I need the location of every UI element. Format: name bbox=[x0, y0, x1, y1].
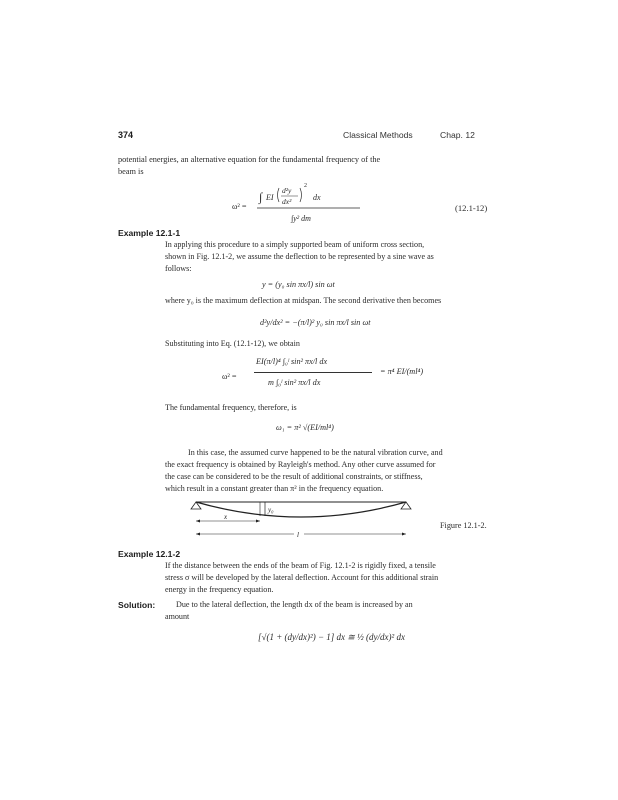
x-arrow-left bbox=[196, 520, 200, 523]
label-x: x bbox=[224, 513, 228, 521]
chapter-label: Chap. 12 bbox=[440, 130, 475, 140]
example-12-1-1-title: Example 12.1-1 bbox=[118, 228, 181, 238]
eq-denominator: ∫y² dm bbox=[291, 214, 311, 223]
l-arrow-left bbox=[196, 533, 200, 536]
ex1-para2-line2: the exact frequency is obtained by Rayleigh's method. Any other curve assumed for bbox=[165, 460, 436, 469]
eq-tag-12-1-12: (12.1-12) bbox=[455, 203, 488, 213]
solution-label: Solution: bbox=[118, 600, 156, 610]
running-title: Classical Methods bbox=[343, 130, 413, 140]
eq-omega-lhs: ω² = bbox=[222, 372, 237, 381]
ex1-subst-text: Substituting into Eq. (12.1-12), we obtain bbox=[165, 339, 300, 348]
solution-line2: amount bbox=[165, 612, 190, 621]
eq-omega-fraction-bar bbox=[254, 372, 372, 373]
l-arrow-right bbox=[402, 533, 406, 536]
eq-omega-rhs: = π⁴ EI/(ml⁴) bbox=[380, 367, 424, 376]
eq-paren-left bbox=[278, 188, 280, 202]
eq-second-derivative: d²y/dx² = −(π/l)² y₀ sin πx/l sin ωt bbox=[260, 318, 371, 327]
ex1-fundamental-text: The fundamental frequency, therefore, is bbox=[165, 403, 297, 412]
eq-fraction-svg bbox=[255, 178, 365, 230]
eq-num-dx2: dx² bbox=[282, 197, 292, 206]
example-12-1-2-title: Example 12.1-2 bbox=[118, 549, 181, 559]
ex1-para2-line3: the case can be considered to be the result of additional constraints, or stiffness, bbox=[165, 472, 423, 481]
eq-deflection-y: y = (y₀ sin πx/l) sin ωt bbox=[262, 280, 335, 289]
figure-caption: Figure 12.1-2. bbox=[440, 521, 487, 530]
eq-integral-sign: ∫ bbox=[259, 190, 263, 204]
page-number: 374 bbox=[118, 130, 134, 140]
solution-line1: Due to the lateral deflection, the length dx of the beam is increased by an bbox=[176, 600, 413, 609]
ex2-para1-line2: stress σ will be developed by the lateral deflection. Account for this additional strain bbox=[165, 573, 439, 582]
eq-num-exponent: 2 bbox=[304, 183, 307, 189]
eq-num-d2y: d²y bbox=[282, 186, 292, 195]
ex1-para2-line1: In this case, the assumed curve happened to be the natural vibration curve, and bbox=[188, 448, 443, 457]
ex1-para2-line4: which result in a constant greater than π² in the frequency equation. bbox=[165, 484, 384, 493]
eq-lhs: ω² = bbox=[232, 202, 247, 211]
ex1-para1-line2: shown in Fig. 12.1-2, we assume the deflection to be represented by a sine wave as bbox=[165, 252, 434, 261]
label-y0: y₀ bbox=[268, 506, 274, 514]
ex1-para1-line3: follows: bbox=[165, 264, 192, 273]
eq-paren-right bbox=[300, 188, 302, 202]
l-label-gap bbox=[294, 530, 304, 538]
figure-12-1-2-diagram bbox=[186, 494, 426, 546]
eq-omega-numerator: EI(π/l)⁴ ∫₀ˡ sin² πx/l dx bbox=[256, 357, 328, 366]
label-l: l bbox=[297, 531, 299, 539]
ex2-para1-line3: energy in the frequency equation. bbox=[165, 585, 274, 594]
intro-line-2: beam is bbox=[118, 167, 144, 176]
intro-line-1: potential energies, an alternative equation for the fundamental frequency of the bbox=[118, 155, 381, 164]
x-arrow-right bbox=[256, 520, 260, 523]
ex1-where-text: where y₀ is the maximum deflection at midspan. The second derivative then becomes bbox=[165, 296, 442, 305]
eq-ei: EI bbox=[266, 193, 274, 202]
eq-length-increase: [√(1 + (dy/dx)²) − 1] dx ≅ ½ (dy/dx)² dx bbox=[258, 632, 405, 642]
ex1-para1-line1: In applying this procedure to a simply supported beam of uniform cross section, bbox=[165, 240, 425, 249]
eq-omega-1: ω₁ = π² √(EI/ml⁴) bbox=[276, 423, 334, 432]
beam-deflected-curve bbox=[196, 502, 406, 517]
eq-omega-denominator: m ∫₀ˡ sin² πx/l dx bbox=[268, 378, 321, 387]
eq-num-dx: dx bbox=[313, 193, 321, 202]
ex2-para1-line1: If the distance between the ends of the beam of Fig. 12.1-2 is rigidly fixed, a tensile bbox=[165, 561, 436, 570]
